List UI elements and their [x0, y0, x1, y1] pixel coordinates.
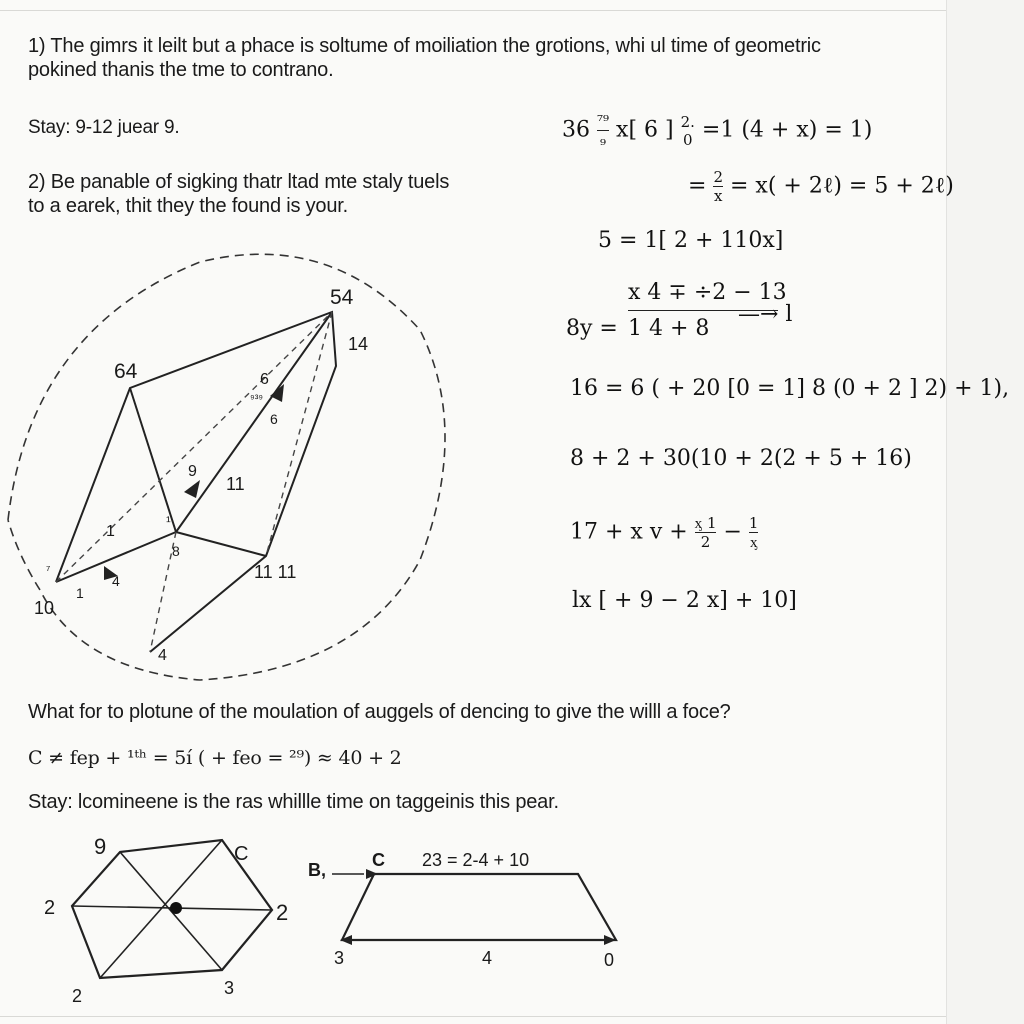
equation-7-fraction-2	[749, 514, 759, 551]
parallelogram-equation: 23 = 2-4 + 10	[422, 850, 530, 870]
hexagon-label-2-left: 2	[44, 897, 56, 919]
equation-1-superscript: 2.	[680, 112, 695, 131]
equation-4-arrow: —→ l	[738, 302, 793, 327]
question-text: What for to plotune of the moulation of auggels of dencing to give the willl a foce?	[28, 701, 731, 723]
equation-1-denominator: ₉	[597, 130, 609, 149]
label-9: 9	[188, 463, 197, 480]
equation-8: lx [ + 9 − 2 x] + 10]	[572, 588, 797, 613]
equation-6: 8 + 2 + 30(10 + 2(2 + 5 + 16)	[570, 446, 912, 471]
label-6-top: 6	[260, 371, 269, 388]
equation-4-numerator: x 4 ∓ ÷2 − 13	[628, 280, 787, 305]
label-small-superscript: ⁹³⁹	[250, 393, 264, 405]
equation-2-denominator: x	[713, 187, 723, 205]
equation-2	[688, 168, 954, 205]
hexagon-label-c: C	[234, 843, 249, 865]
vertex-label-54: 54	[330, 286, 354, 309]
equation-1-subscript: 0	[682, 130, 693, 149]
equation-1-power	[681, 113, 695, 149]
equation-7-lead: 17 + x v +	[570, 519, 688, 545]
equation-3: 5 = 1[ 2 + 110x]	[598, 228, 784, 253]
equation-2-rhs: = x( + 2ℓ) = 5 + 2ℓ)	[729, 173, 954, 199]
equation-5: 16 = 6 ( + 20 [0 = 1] 8 (0 + 2 ] 2) + 1),	[570, 376, 1010, 401]
parallelogram-label-3: 3	[334, 948, 345, 968]
label-8: 8	[172, 543, 180, 559]
equation-1-numerator: ⁷⁹	[597, 112, 610, 130]
equation-7-numerator-1: ᶍ 1	[694, 514, 717, 532]
base-arrow-left	[340, 935, 352, 945]
parallelogram-label-b: B,	[308, 860, 326, 880]
equation-7-numerator-2: 1	[748, 514, 759, 532]
hexagon-label-2-bottom: 2	[72, 986, 83, 1006]
parallelogram-label-4: 4	[482, 948, 493, 968]
equation-4-denominator: 1 4 + 8	[628, 316, 710, 341]
equation-2-fraction	[713, 168, 723, 205]
label-11-center: 11	[226, 474, 245, 494]
problem-2-line-1: 2) Be panable of sigking thatr ltad mte staly tuels	[28, 171, 450, 193]
hexagon-label-9: 9	[94, 834, 107, 859]
equation-4-lhs: 8y =	[566, 316, 618, 341]
label-6-mid: 6	[270, 411, 278, 427]
label-1-bottom: 1	[76, 585, 84, 601]
label-1-left: 1	[106, 523, 115, 540]
vertex-label-10: 10	[34, 598, 55, 618]
vertex-label-64: 64	[114, 360, 138, 383]
equation-2-numerator: 2	[713, 168, 723, 186]
label-small-seven: ⁷	[46, 563, 51, 577]
hexagon-label-3: 3	[224, 978, 235, 998]
equation-7-minus: −	[723, 519, 742, 545]
label-4-arrow: 4	[112, 573, 120, 589]
equation-2-lead: =	[688, 173, 707, 199]
hexagon-label-2-right: 2	[276, 900, 289, 925]
label-4-bottom: 4	[158, 647, 167, 664]
label-small-one: ¹	[166, 513, 171, 529]
label-14: 14	[348, 334, 369, 354]
problem-2-line-2: to a earek, thit they the found is your.	[28, 195, 348, 217]
label-11-11: 11 11	[254, 562, 297, 582]
equation-1-lead: 36	[562, 117, 590, 143]
parallelogram-outline	[342, 874, 616, 940]
stay-note-2: Stay: lcomineene is the ras whillle time on taggeinis this pear.	[28, 791, 559, 813]
formula-line: C ≠ fep + ¹ᵗʰ = 5í ( + feo = ²⁹) ≈ 40 + 2	[28, 747, 402, 769]
parallelogram-label-c: C	[372, 850, 385, 870]
problem-1-line-2: pokined thanis the tme to contrano.	[28, 59, 334, 81]
equation-7-fraction-1	[695, 514, 717, 551]
stay-note-1: Stay: 9-12 juear 9.	[28, 117, 180, 138]
equation-7-denominator-2: ᶍ	[749, 533, 758, 551]
equation-1-bracket: x[ 6 ]	[616, 117, 674, 143]
problem-1-line-1: 1) The gimrs it leilt but a phace is soltume of moiliation the grotions, whi ul time of geometric	[28, 35, 821, 57]
parallelogram-label-0: 0	[604, 950, 615, 970]
equation-1-rhs: =1 (4 + x) = 1)	[701, 117, 873, 143]
equation-7-denominator-1: 2	[695, 532, 717, 551]
